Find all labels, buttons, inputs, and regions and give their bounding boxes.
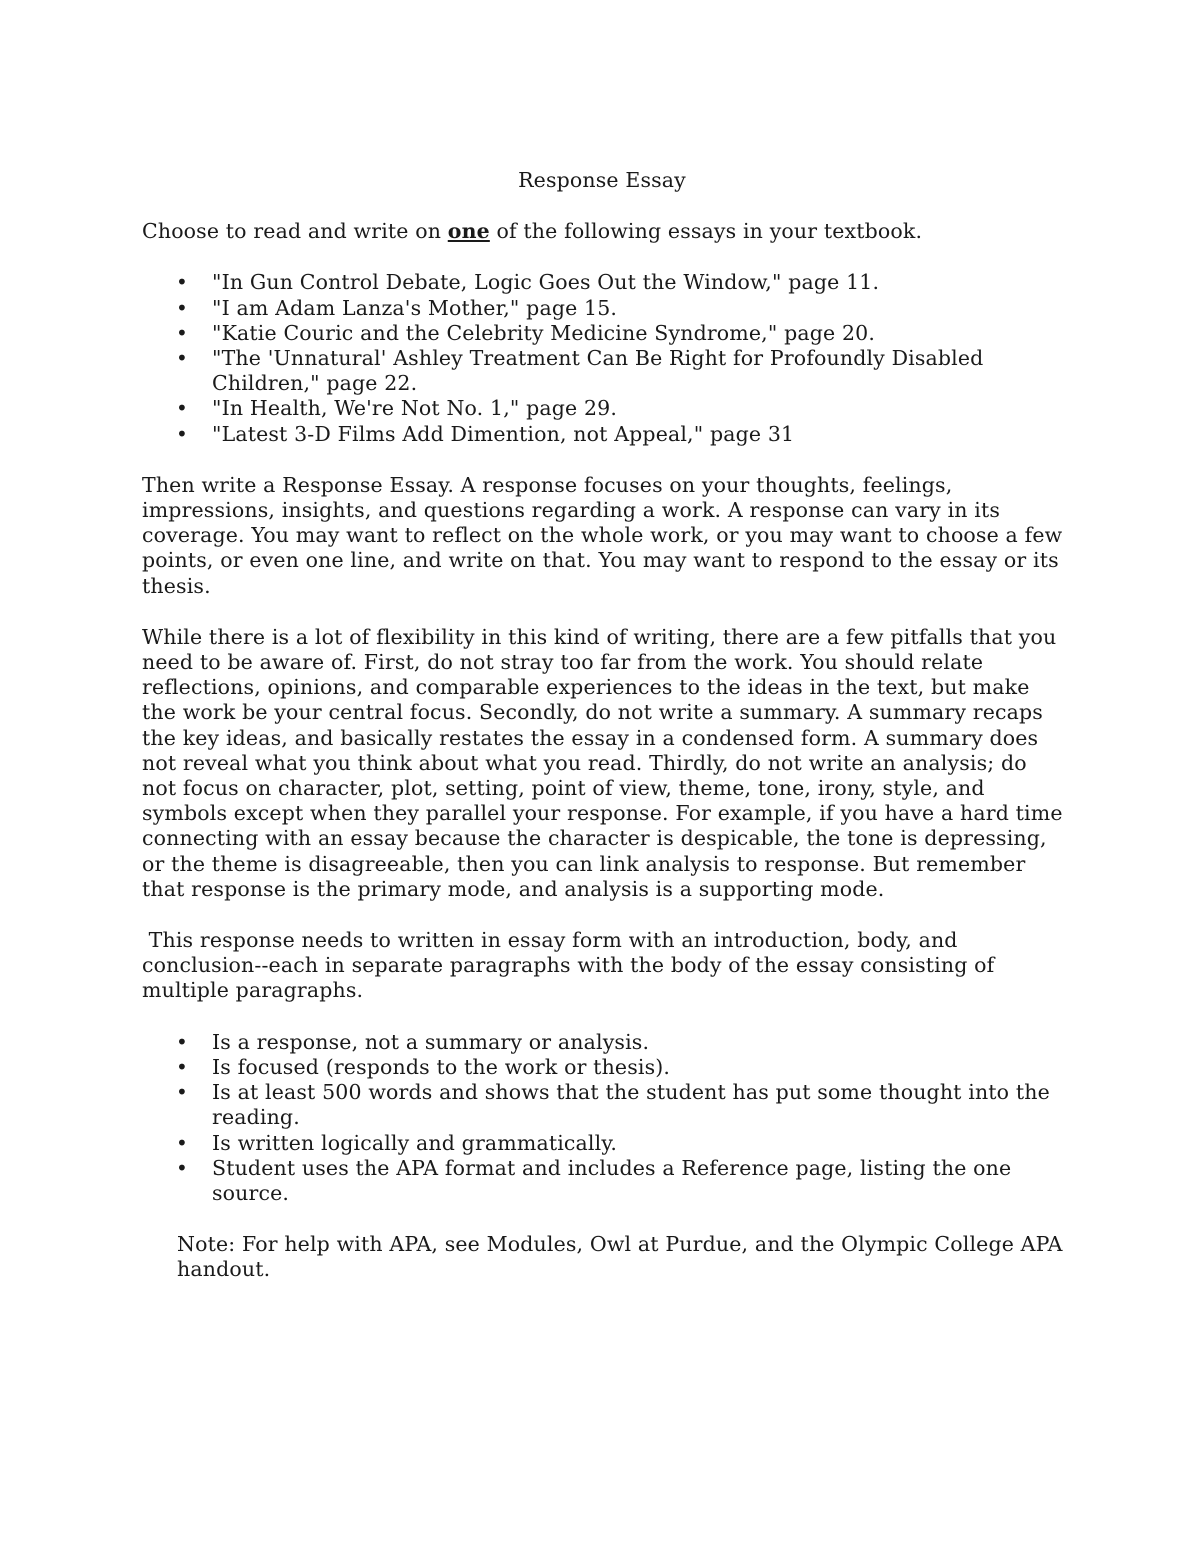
bullet-icon: • xyxy=(176,421,188,446)
essay-title: "Katie Couric and the Celebrity Medicine Syndrome," page 20. xyxy=(212,320,875,345)
intro-text-after: of the following essays in your textbook. xyxy=(489,219,923,244)
criteria-list-item xyxy=(142,1131,1067,1156)
criteria-text: Is written logically and grammatically. xyxy=(212,1130,617,1155)
document-page xyxy=(142,168,1067,1283)
apa-note: Note: For help with APA, see Modules, Owl at Purdue, and the Olympic College APA handout. xyxy=(177,1232,1063,1282)
bullet-icon: • xyxy=(176,1029,188,1054)
bullet-icon: • xyxy=(176,346,188,371)
essay-list-item xyxy=(142,396,1067,421)
essay-title: "Latest 3-D Films Add Dimention, not Appeal," page 31 xyxy=(212,421,795,446)
criteria-list xyxy=(142,1030,1067,1206)
intro-text xyxy=(142,219,1067,244)
body-paragraph: This response needs to written in essay form with an introduction, body, and conclusion--each in separate paragraphs with the body of the essay consisting of multiple paragraphs. xyxy=(142,928,1002,1003)
essay-title: "I am Adam Lanza's Mother," page 15. xyxy=(212,295,618,320)
essay-list-item xyxy=(142,346,1067,396)
criteria-text: Is focused (responds to the work or thesis). xyxy=(212,1054,671,1079)
criteria-text: Student uses the APA format and includes a Reference page, listing the one source. xyxy=(212,1155,1012,1205)
criteria-text: Is at least 500 words and shows that the student has put some thought into the reading. xyxy=(212,1080,1050,1130)
essay-list-item xyxy=(142,270,1067,295)
body-paragraph: Then write a Response Essay. A response focuses on your thoughts, feelings, impressions, insights, and questions regarding a work. A response can vary in its coverage. You may want to reflect on the whole work, or you may want to choose a few points, or even one line, and write on that. You may want to respond to the essay or its thesis. xyxy=(142,472,1063,598)
essay-title: "In Health, We're Not No. 1," page 29. xyxy=(212,396,618,421)
bullet-icon: • xyxy=(176,1054,188,1079)
criteria-text: Is a response, not a summary or analysis. xyxy=(212,1029,650,1054)
document-title: Response Essay xyxy=(518,168,686,192)
bullet-icon: • xyxy=(176,1130,188,1155)
essay-list-item xyxy=(142,422,1067,447)
bullet-icon: • xyxy=(176,1080,188,1105)
criteria-list-item xyxy=(142,1055,1067,1080)
body-paragraph: While there is a lot of flexibility in this kind of writing, there are a few pitfalls that you need to be aware of. First, do not stray too far from the work. You should relate reflections, opinions, and comparable experiences to the ideas in the text, but make the work be your central focus. Secondly, do not write a summary. A summary recaps the key ideas, and basically restates the essay in a condensed form. A summary does not reveal what you think about what you read. Thirdly, do not write an analysis; do not focus on character, plot, setting, point of view, theme, tone, irony, style, and symbols except when they parallel your response. For example, if you have a hard time connecting with an essay because the character is despicable, the tone is depressing, or the theme is disagreeable, then you can link analysis to response. But remember that response is the primary mode, and analysis is a supporting mode. xyxy=(142,624,1063,901)
criteria-list-item xyxy=(142,1156,1067,1206)
essay-list xyxy=(142,270,1067,446)
bullet-icon: • xyxy=(176,295,188,320)
bullet-icon: • xyxy=(176,1155,188,1180)
essay-list-item xyxy=(142,321,1067,346)
criteria-list-item xyxy=(142,1080,1067,1130)
criteria-list-item xyxy=(142,1030,1067,1055)
bullet-icon: • xyxy=(176,396,188,421)
essay-list-item xyxy=(142,296,1067,321)
intro-emphasis: one xyxy=(447,219,490,244)
bullet-icon: • xyxy=(176,320,188,345)
intro-text-before: Choose to read and write on xyxy=(142,219,448,244)
bullet-icon: • xyxy=(176,270,188,295)
essay-title: "The 'Unnatural' Ashley Treatment Can Be Right for Profoundly Disabled Children," page 22. xyxy=(212,346,984,396)
essay-title: "In Gun Control Debate, Logic Goes Out the Window," page 11. xyxy=(212,270,880,295)
